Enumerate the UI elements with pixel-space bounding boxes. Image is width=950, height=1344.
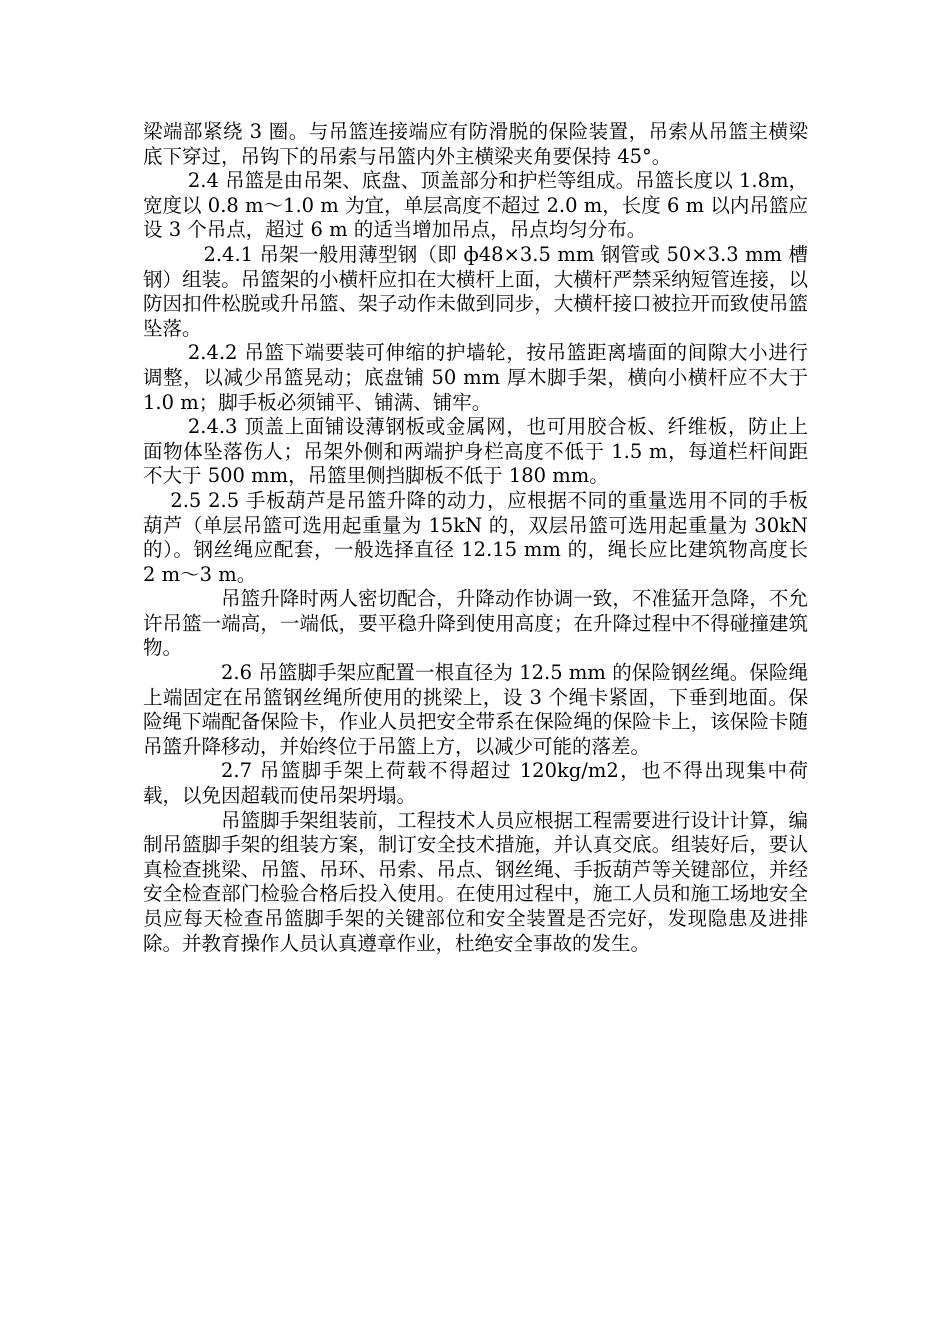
paragraph-2-4-2: 2.4.2 吊篮下端要装可伸缩的护墙轮，按吊篮距离墙面的间隙大小进行调整，以减少吊篮晃动；底盘铺 50 mm 厚木脚手架，横向小横杆应不大于 1.0 m；脚手板必须铺平、铺满、铺牢。 [143,341,808,414]
paragraph-2-4: 2.4 吊篮是由吊架、底盘、顶盖部分和护栏等组成。吊篮长度以 1.8m，宽度以 0.8 m～1.0 m 为宜，单层高度不超过 2.0 m，长度 6 m 以内吊篮应设 3 个吊点，超过 6 m 的适当增加吊点，吊点均匀分布。 [143,169,808,242]
paragraph-continuation: 梁端部紧绕 3 圈。与吊篮连接端应有防滑脱的保险装置，吊索从吊篮主横梁底下穿过，吊钩下的吊索与吊篮内外主横梁夹角要保持 45°。 [143,120,808,168]
paragraph-lifting-operation: 吊篮升降时两人密切配合，升降动作协调一致，不准猛开急降，不允许吊篮一端高，一端低，要平稳升降到使用高度；在升降过程中不得碰撞建筑物。 [143,587,808,660]
paragraph-2-5: 2.5 2.5 手板葫芦是吊篮升降的动力，应根据不同的重量选用不同的手板葫芦（单层吊篮可选用起重量为 15kN 的，双层吊篮可选用起重量为 30kN 的）。钢丝绳应配套，一般选择直径 12.15 mm 的，绳长应比建筑物高度长 2 m～3 m。 [143,488,808,586]
document-body [143,120,808,956]
paragraph-2-4-3: 2.4.3 顶盖上面铺设薄钢板或金属网，也可用胶合板、纤维板，防止上面物体坠落伤人；吊架外侧和两端护身栏高度不低于 1.5 m，每道栏杆间距不大于 500 mm，吊篮里侧挡脚板不低于 180 mm。 [143,415,808,488]
paragraph-assembly: 吊篮脚手架组装前，工程技术人员应根据工程需要进行设计计算，编制吊篮脚手架的组装方案，制订安全技术措施，并认真交底。组装好后，要认真检查挑梁、吊篮、吊环、吊索、吊点、钢丝绳、手扳葫芦等关键部位，并经安全检查部门检验合格后投入使用。在使用过程中，施工人员和施工场地安全员应每天检查吊篮脚手架的关键部位和安全装置是否完好，发现隐患及进排除。并教育操作人员认真遵章作业，杜绝安全事故的发生。 [143,808,808,955]
paragraph-2-6: 2.6 吊篮脚手架应配置一根直径为 12.5 mm 的保险钢丝绳。保险绳上端固定在吊篮钢丝绳所使用的挑梁上，设 3 个绳卡紧固，下垂到地面。保险绳下端配备保险卡，作业人员把安全带系在保险绳的保险卡上，该保险卡随吊篮升降移动，并始终位于吊篮上方，以减少可能的落差。 [143,661,808,758]
paragraph-2-4-1: 2.4.1 吊架一般用薄型钢（即 ф48×3.5 mm 钢管或 50×3.3 mm 槽钢）组装。吊篮架的小横杆应扣在大横杆上面，大横杆严禁采纳短管连接，以防因扣件松脱或升吊篮、架子动作未做到同步，大横杆接口被拉开而致使吊篮坠落。 [143,242,808,340]
paragraph-2-7: 2.7 吊篮脚手架上荷载不得超过 120kg/m2，也不得出现集中荷载，以免因超载而使吊架坍塌。 [143,759,808,808]
